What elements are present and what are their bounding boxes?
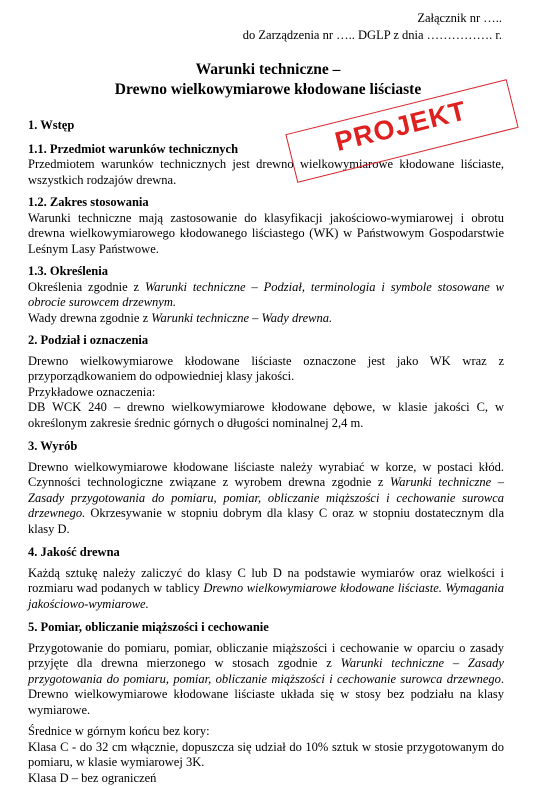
section-5-heading: 5. Pomiar, obliczanie miąższości i cechowanie (28, 620, 504, 636)
section-5-class-c: Klasa C - do 32 cm włącznie, dopuszcza się udział do 10% sztuk w stosie przygotowanym do pomiaru, w klasie wymiarowej 3K. (28, 740, 504, 771)
section-4-text: Każdą sztukę należy zaliczyć do klasy C lub D na podstawie wymiarów oraz wielkości i rozmiaru wad podanych w tablicy Drewno wielkowymiarowe kłodowane liściaste. Wymagania jakościowo-wymiarowe. (28, 566, 504, 613)
section-1-3-heading: 1.3. Określenia (28, 264, 504, 280)
section-2-text-1: Drewno wielkowymiarowe kłodowane liściaste oznaczone jest jako WK wraz z przyporządkowaniem do odpowiedniej klasy jakości. (28, 354, 504, 385)
referenced-document-title: Warunki techniczne – Wady drewna. (151, 311, 332, 325)
section-1-heading: 1. Wstęp (28, 118, 504, 134)
annex-reference (243, 10, 502, 44)
section-5-text: Przygotowanie do pomiaru, pomiar, obliczanie miąższości i cechowanie w oparciu o zasady przyjęte dla drewna mierzonego w stosach zgodnie z Warunki techniczne – Zasady przygotowania do pomiaru, pomiar, obliczanie miąższości i cechowanie surowca drzewnego. Drewno wielkowymiarowe kłodowane liściaste układa się w stosy bez podziału na klasy wymiarowe. (28, 641, 504, 719)
section-1-2-text: Warunki techniczne mają zastosowanie do klasyfikacji jakościowo-wymiarowej i obrotu drewna wielkowymiarowego kłodowanego liściastego (WK) w Państwowym Gospodarstwie Leśnym Lasy Państwowe. (28, 211, 504, 258)
title-line-2: Drewno wielkowymiarowe kłodowane liściaste (0, 80, 536, 100)
section-4-heading: 4. Jakość drewna (28, 545, 504, 561)
section-1-3-text-a: Określenia zgodnie z Warunki techniczne – Podział, terminologia i symbole stosowane w obrocie surowcem drzewnym. (28, 280, 504, 311)
section-5-class-d: Klasa D – bez ograniczeń (28, 771, 504, 786)
annex-line-1: Załącznik nr ….. (243, 10, 502, 27)
referenced-document-title: Warunki techniczne – Zasady przygotowania do pomiaru, pomiar, obliczanie miąższości i cechowanie surowca drzewnego (28, 656, 504, 686)
section-1-1-heading: 1.1. Przedmiot warunków technicznych (28, 142, 504, 158)
section-1-1-text: Przedmiotem warunków technicznych jest drewno wielkowymiarowe kłodowane liściaste, wszystkich rodzajów drewna. (28, 157, 504, 188)
referenced-document-title: Warunki techniczne – Podział, terminologia i symbole stosowane w obrocie surowcem drzewnym. (28, 280, 504, 310)
stamp-text: PROJEKT (288, 84, 515, 169)
section-3-text: Drewno wielkowymiarowe kłodowane liściaste należy wyrabiać w korze, w postaci kłód. Czynności technologiczne związane z wyrobem drewna zgodnie z Warunki techniczne – Zasady przygotowania do pomiaru, pomiar, obliczanie miąższości i cechowanie surowca drzewnego. Okrzesywanie w stopniu dobrym dla klasy C oraz w stopniu dostatecznym dla klasy D. (28, 460, 504, 538)
section-2-text-2: Przykładowe oznaczenia: (28, 385, 504, 401)
section-1-2-heading: 1.2. Zakres stosowania (28, 195, 504, 211)
section-2-heading: 2. Podział i oznaczenia (28, 333, 504, 349)
referenced-document-title: Warunki techniczne – Zasady przygotowania do pomiaru, pomiar, obliczanie miąższości i cechowanie surowca drzewnego. (28, 475, 504, 520)
section-3-heading: 3. Wyrób (28, 439, 504, 455)
title-line-1: Warunki techniczne – (0, 60, 536, 80)
annex-line-2: do Zarządzenia nr ….. DGLP z dnia ……………. r. (243, 27, 502, 44)
document-body (28, 118, 504, 786)
referenced-document-title: Drewno wielkowymiarowe kłodowane liściaste. Wymagania jakościowo-wymiarowe. (28, 581, 504, 611)
section-2-text-3: DB WCK 240 – drewno wielkowymiarowe kłodowane dębowe, w klasie jakości C, w określonym zakresie średnic górnych o długości nominalnej 2,4 m. (28, 400, 504, 431)
section-5-diameter-heading: Średnice w górnym końcu bez kory: (28, 724, 504, 740)
section-1-3-text-b: Wady drewna zgodnie z Warunki techniczne – Wady drewna. (28, 311, 504, 327)
